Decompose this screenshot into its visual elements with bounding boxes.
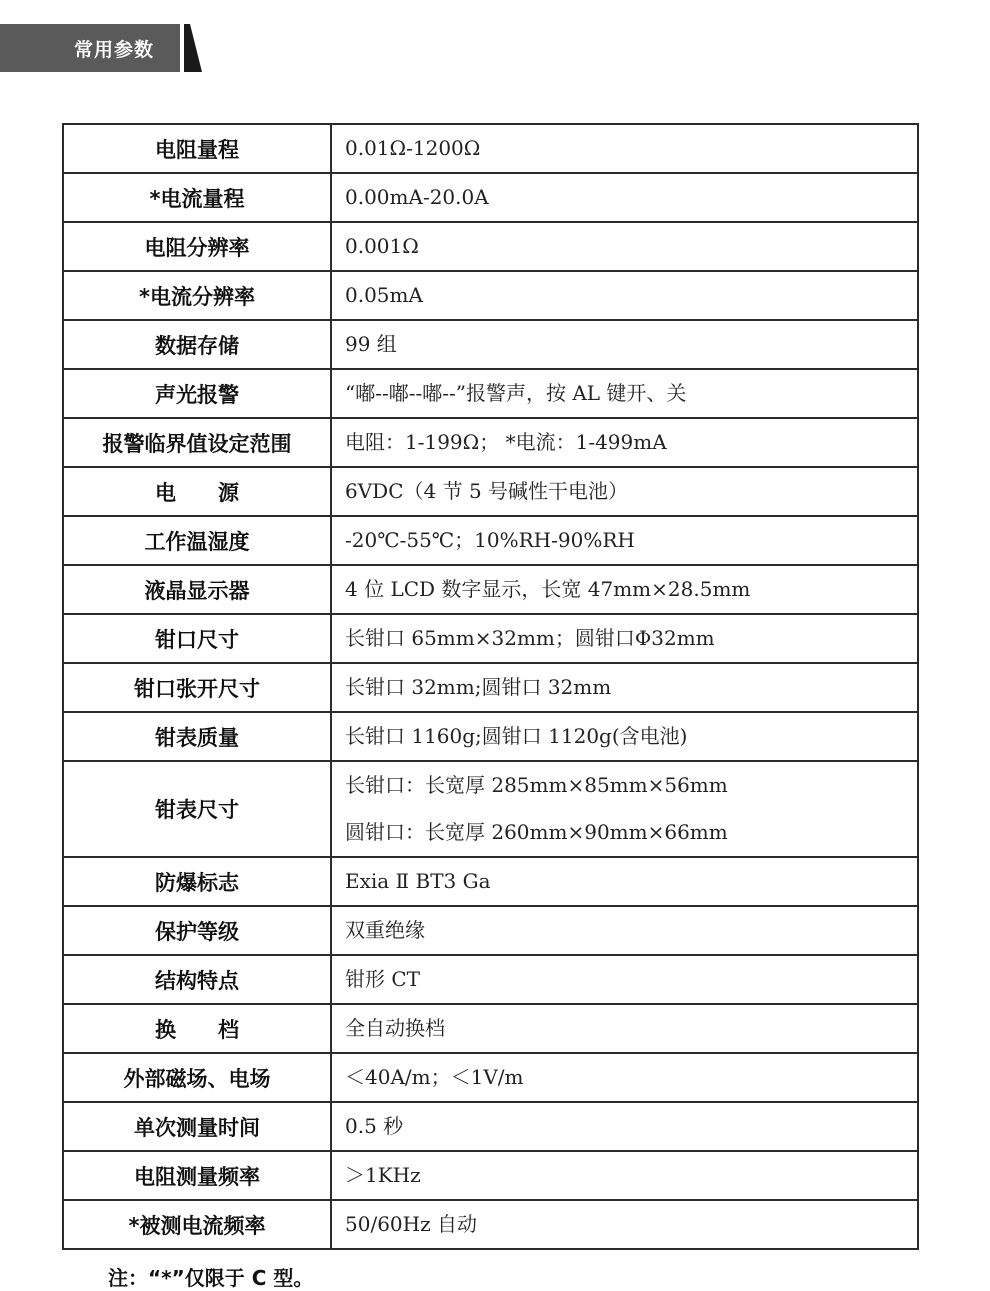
- param-label: 外部磁场、电场: [63, 1053, 331, 1102]
- param-value-cell: [331, 955, 918, 1004]
- param-label: 数据存储: [63, 320, 331, 369]
- param-value-cell: [331, 712, 918, 761]
- param-value-cell: [331, 906, 918, 955]
- table-row: [63, 516, 918, 565]
- table-row: [63, 565, 918, 614]
- table-row: [63, 1004, 918, 1053]
- param-label: 钳口尺寸: [63, 614, 331, 663]
- param-value-cell: [331, 124, 918, 173]
- param-label: 液晶显示器: [63, 565, 331, 614]
- table-row: [63, 173, 918, 222]
- param-value: 0.00mA-20.0A: [345, 185, 489, 209]
- param-value: 双重绝缘: [345, 918, 425, 942]
- param-value: -20℃-55℃；10%RH-90%RH: [345, 528, 635, 552]
- table-row: [63, 369, 918, 418]
- param-label: 电阻测量频率: [63, 1151, 331, 1200]
- param-label: 钳表尺寸: [63, 761, 331, 857]
- table-row: [63, 955, 918, 1004]
- table-row: [63, 1200, 918, 1249]
- param-label: 声光报警: [63, 369, 331, 418]
- table-row: [63, 418, 918, 467]
- table-row: [63, 222, 918, 271]
- param-value: 50/60Hz 自动: [345, 1212, 477, 1236]
- param-label: 单次测量时间: [63, 1102, 331, 1151]
- table-row: [63, 124, 918, 173]
- param-value-cell: [331, 271, 918, 320]
- param-label: 保护等级: [63, 906, 331, 955]
- param-label: 结构特点: [63, 955, 331, 1004]
- param-value-cell: [331, 1151, 918, 1200]
- param-value-cell: [331, 467, 918, 516]
- table-row: [63, 1151, 918, 1200]
- param-value: ＞1KHz: [345, 1163, 421, 1187]
- table-row: [63, 906, 918, 955]
- parameters-table: [62, 123, 919, 1250]
- param-value-cell: [331, 1102, 918, 1151]
- param-value-cell: [331, 1200, 918, 1249]
- param-value: 0.05mA: [345, 283, 423, 307]
- param-value-cell: [331, 614, 918, 663]
- table-row: [63, 614, 918, 663]
- section-header: [0, 24, 202, 72]
- param-value: 钳形 CT: [345, 967, 420, 991]
- param-value: 0.001Ω: [345, 234, 419, 258]
- param-value-cell: [331, 857, 918, 906]
- param-value: Exia Ⅱ BT3 Ga: [345, 869, 491, 893]
- param-label: *电流量程: [63, 173, 331, 222]
- table-row: [63, 761, 918, 857]
- param-value: 全自动换档: [345, 1016, 445, 1040]
- param-value-cell: [331, 761, 918, 857]
- param-label: 报警临界值设定范围: [63, 418, 331, 467]
- param-value-cell: [331, 222, 918, 271]
- param-label: *电流分辨率: [63, 271, 331, 320]
- table-row: [63, 857, 918, 906]
- section-title: 常用参数: [74, 39, 155, 61]
- param-value-cell: [331, 369, 918, 418]
- param-value: 长钳口：长宽厚 285mm×85mm×56mm: [345, 773, 728, 797]
- param-value: 6VDC（4 节 5 号碱性干电池）: [345, 479, 629, 503]
- param-value-cell: [331, 173, 918, 222]
- param-value: 电阻：1-199Ω； *电流：1-499mA: [345, 430, 667, 454]
- table-row: [63, 1102, 918, 1151]
- param-label: *被测电流频率: [63, 1200, 331, 1249]
- table-row: [63, 663, 918, 712]
- param-value: 99 组: [345, 332, 397, 356]
- param-value-cell: [331, 1004, 918, 1053]
- param-value-cell: [331, 663, 918, 712]
- param-label: 钳表质量: [63, 712, 331, 761]
- param-value-cell: [331, 320, 918, 369]
- table-row: [63, 712, 918, 761]
- table-row: [63, 320, 918, 369]
- param-value: ＜40A/m；＜1V/m: [345, 1065, 524, 1089]
- param-label: 工作温湿度: [63, 516, 331, 565]
- param-value: “嘟--嘟--嘟--”报警声，按 AL 键开、关: [345, 381, 687, 405]
- param-label: 电 源: [63, 467, 331, 516]
- param-label: 换 档: [63, 1004, 331, 1053]
- table-row: [63, 467, 918, 516]
- param-value-cell: [331, 516, 918, 565]
- table-row: [63, 1053, 918, 1102]
- param-label: 钳口张开尺寸: [63, 663, 331, 712]
- param-value: 长钳口 32mm;圆钳口 32mm: [345, 675, 612, 699]
- param-value: 0.5 秒: [345, 1114, 404, 1138]
- param-value-cell: [331, 418, 918, 467]
- param-label: 电阻量程: [63, 124, 331, 173]
- param-value: 圆钳口：长宽厚 260mm×90mm×66mm: [345, 820, 728, 844]
- param-value: 0.01Ω-1200Ω: [345, 136, 481, 160]
- param-value: 长钳口 1160g;圆钳口 1120g(含电池): [345, 724, 688, 748]
- param-label: 防爆标志: [63, 857, 331, 906]
- param-value: 4 位 LCD 数字显示，长宽 47mm×28.5mm: [345, 577, 751, 601]
- param-value-cell: [331, 1053, 918, 1102]
- footnote: 注：“*”仅限于 C 型。: [108, 1266, 314, 1290]
- param-label: 电阻分辨率: [63, 222, 331, 271]
- table-row: [63, 271, 918, 320]
- param-value: 长钳口 65mm×32mm；圆钳口Φ32mm: [345, 626, 715, 650]
- param-value-cell: [331, 565, 918, 614]
